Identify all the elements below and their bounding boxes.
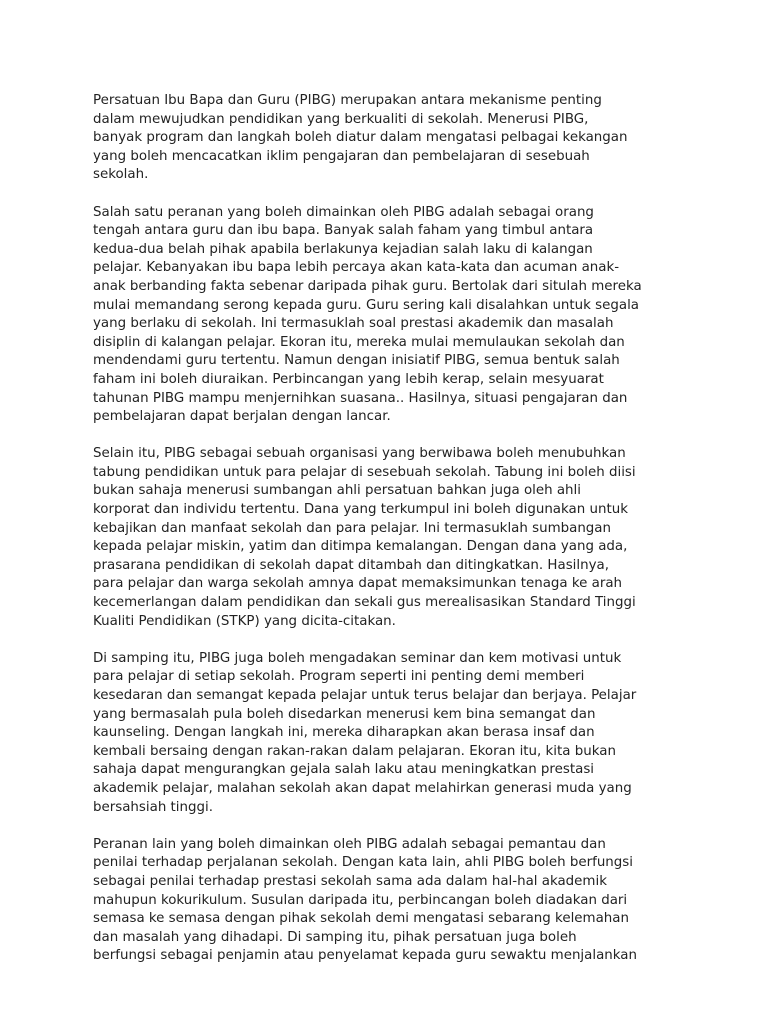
text-line: kembali bersaing dengan rakan-rakan dalam pelajaran. Ekoran itu, kita bukan — [93, 743, 616, 759]
text-line: bersahsiah tinggi. — [93, 799, 213, 815]
text-line: faham ini boleh diuraikan. Perbincangan yang lebih kerap, selain mesyuarat — [93, 371, 604, 387]
text-line: pelajar. Kebanyakan ibu bapa lebih percaya akan kata-kata dan acuman anak- — [93, 260, 620, 276]
text-line: tabung pendidikan untuk para pelajar di sesebuah sekolah. Tabung ini boleh diisi — [93, 464, 636, 480]
paragraph-2 — [93, 204, 683, 427]
text-line: yang bermasalah pula boleh disedarkan menerusi kem bina semangat dan — [93, 706, 596, 722]
text-line: disiplin di kalangan pelajar. Ekoran itu, mereka mulai memulaukan sekolah dan — [93, 334, 625, 350]
document-page — [93, 92, 683, 985]
text-line: Persatuan Ibu Bapa dan Guru (PIBG) merupakan antara mekanisme penting — [93, 93, 602, 108]
text-line: bukan sahaja menerusi sumbangan ahli persatuan bahkan juga oleh ahli — [93, 483, 581, 499]
text-line: semasa ke semasa dengan pihak sekolah demi mengatasi sebarang kelemahan — [93, 911, 629, 927]
paragraph-3 — [93, 445, 683, 631]
text-line: Salah satu peranan yang boleh dimainkan oleh PIBG adalah sebagai orang — [93, 204, 594, 220]
text-line: anak berbanding fakta sebenar daripada pihak guru. Bertolak dari situlah mereka — [93, 278, 642, 294]
text-line: pembelajaran dapat berjalan dengan lancar. — [93, 409, 391, 425]
text-line: banyak program dan langkah boleh diatur dalam mengatasi pelbagai kekangan — [93, 130, 628, 146]
paragraph-1 — [93, 92, 683, 185]
text-line: penilai terhadap perjalanan sekolah. Dengan kata lain, ahli PIBG boleh berfungsi — [93, 855, 633, 871]
text-line: sebagai penilai terhadap prestasi sekolah sama ada dalam hal-hal akademik — [93, 873, 607, 889]
text-line: kesedaran dan semangat kepada pelajar untuk terus belajar dan berjaya. Pelajar — [93, 688, 637, 703]
text-line: kecemerlangan dalam pendidikan dan sekali gus merealisasikan Standard Tinggi — [93, 595, 636, 611]
paragraph-5 — [93, 836, 683, 966]
text-line: yang boleh mencacatkan iklim pengajaran dan pembelajaran di sesebuah — [93, 148, 590, 164]
text-line: mulai memandang serong kepada guru. Guru sering kali disalahkan untuk segala — [93, 297, 640, 313]
text-line: Di samping itu, PIBG juga boleh mengadakan seminar dan kem motivasi untuk — [93, 650, 622, 666]
text-line: kepada pelajar miskin, yatim dan ditimpa kemalangan. Dengan dana yang ada, — [93, 539, 628, 555]
text-line: Kualiti Pendidikan (STKP) yang dicita-citakan. — [93, 613, 396, 629]
text-line: korporat dan individu tertentu. Dana yang terkumpul ini boleh digunakan untuk — [93, 502, 628, 518]
text-line: kedua-dua belah pihak apabila berlakunya kejadian salah laku di kalangan — [93, 241, 593, 257]
text-line: mendendami guru tertentu. Namun dengan inisiatif PIBG, semua bentuk salah — [93, 353, 620, 369]
text-line: kaunseling. Dengan langkah ini, mereka diharapkan akan berasa insaf dan — [93, 725, 595, 741]
text-line: dan masalah yang dihadapi. Di samping itu, pihak persatuan juga boleh — [93, 929, 577, 945]
text-line: akademik pelajar, malahan sekolah akan dapat melahirkan generasi muda yang — [93, 780, 632, 796]
text-line: para pelajar dan warga sekolah amnya dapat memaksimunkan tenaga ke arah — [93, 576, 623, 592]
text-line: sekolah. — [93, 167, 149, 183]
paragraph-4 — [93, 650, 683, 817]
text-line: berfungsi sebagai penjamin atau penyelamat kepada guru sewaktu menjalankan — [93, 948, 637, 964]
text-line: dalam mewujudkan pendidikan yang berkualiti di sekolah. Menerusi PIBG, — [93, 111, 589, 127]
text-line: para pelajar di setiap sekolah. Program seperti ini penting demi memberi — [93, 669, 585, 685]
text-line: Peranan lain yang boleh dimainkan oleh PIBG adalah sebagai pemantau dan — [93, 836, 606, 852]
text-line: sahaja dapat mengurangkan gejala salah laku atau meningkatkan prestasi — [93, 762, 595, 778]
text-line: prasarana pendidikan di sekolah dapat ditambah dan ditingkatkan. Hasilnya, — [93, 557, 609, 573]
text-line: yang berlaku di sekolah. Ini termasuklah soal prestasi akademik dan masalah — [93, 316, 614, 332]
text-line: Selain itu, PIBG sebagai sebuah organisasi yang berwibawa boleh menubuhkan — [93, 446, 626, 462]
text-line: kebajikan dan manfaat sekolah dan para pelajar. Ini termasuklah sumbangan — [93, 520, 612, 536]
text-line: mahupun kokurikulum. Susulan daripada itu, perbincangan boleh diadakan dari — [93, 892, 628, 908]
text-line: tengah antara guru dan ibu bapa. Banyak salah faham yang timbul antara — [93, 223, 594, 239]
text-line: tahunan PIBG mampu menjernihkan suasana.. Hasilnya, situasi pengajaran dan — [93, 390, 628, 406]
